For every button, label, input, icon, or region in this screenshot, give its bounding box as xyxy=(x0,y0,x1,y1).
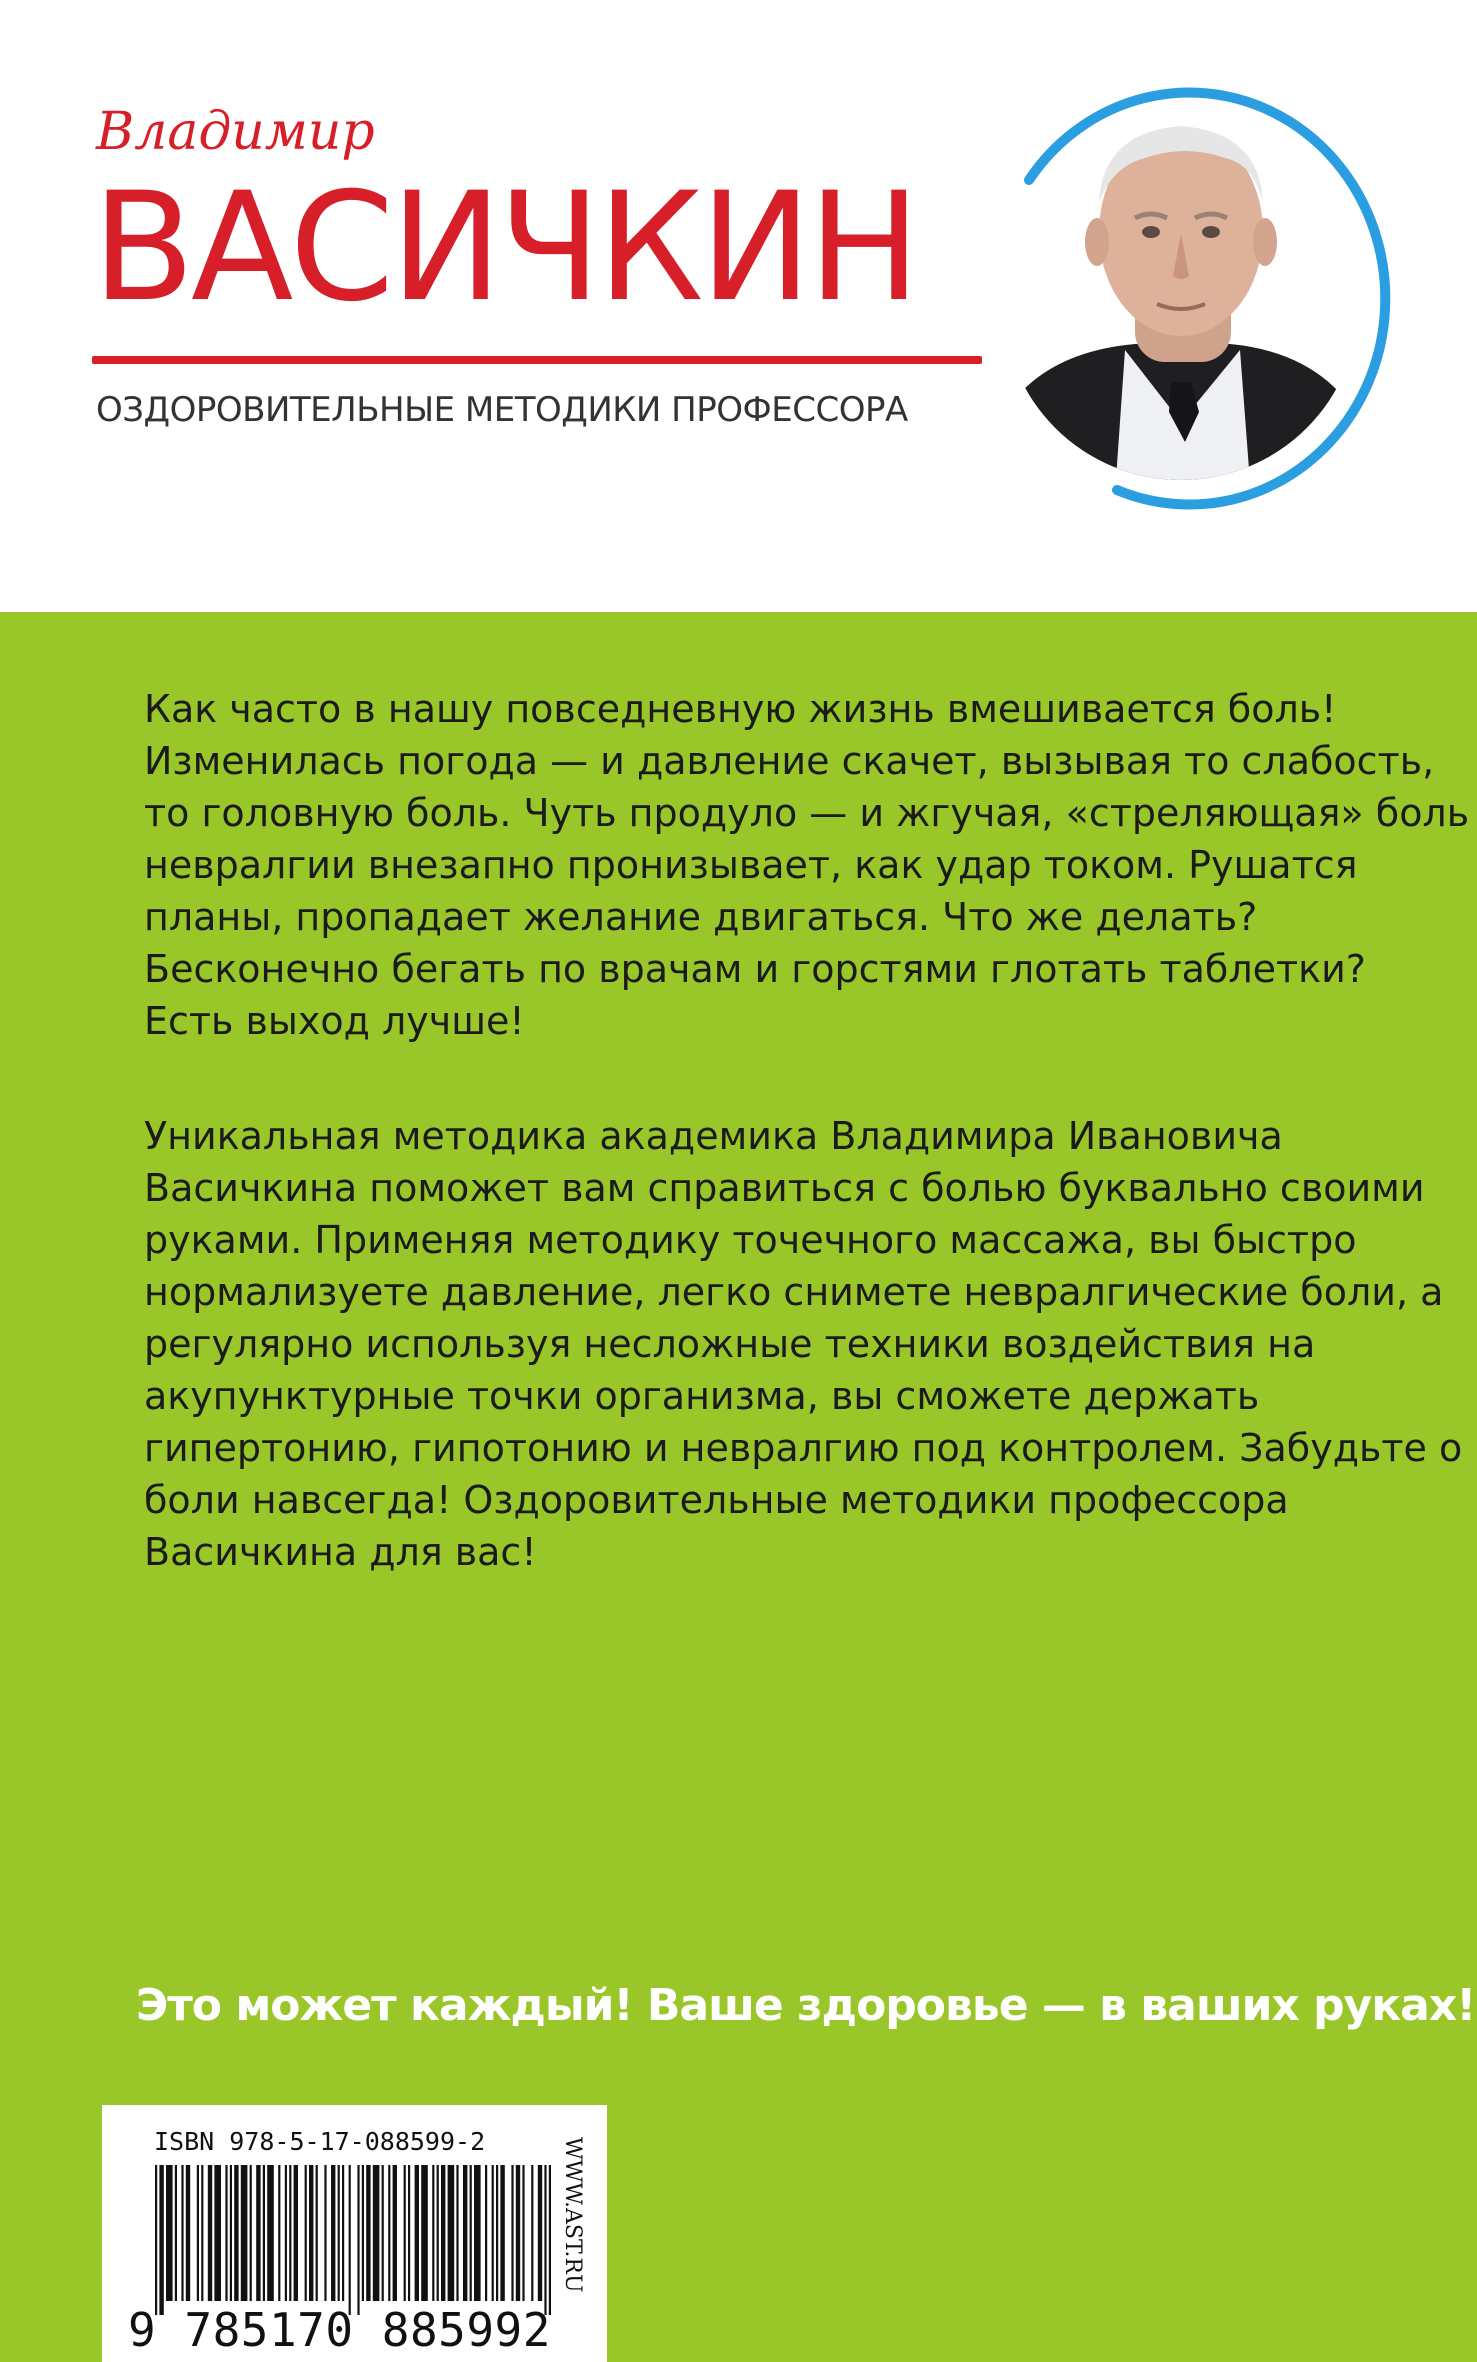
text-line: регулярно используя несложные техники воздействия на xyxy=(144,1322,1316,1366)
text-line: невралгии внезапно пронизывает, как удар током. Рушатся xyxy=(144,843,1358,887)
author-first-name: Владимир xyxy=(96,102,375,162)
text-line: Как часто в нашу повседневную жизнь вмешивается боль! xyxy=(144,687,1337,731)
text-line: Есть выход лучше! xyxy=(144,999,525,1043)
barcode-digits: 9 785170 885992 xyxy=(128,2303,551,2357)
slogan: Это может каждый! Ваше здоровье — в ваших руках! xyxy=(136,1980,1476,2031)
text-line: нормализуете давление, легко снимете невралгические боли, а xyxy=(144,1270,1444,1314)
author-last-name: ВАСИЧКИН xyxy=(92,161,917,335)
text-line: планы, пропадает желание двигаться. Что же делать? xyxy=(144,895,1258,939)
text-line: Бесконечно бегать по врачам и горстями глотать таблетки? xyxy=(144,947,1366,991)
description-paragraph-1 xyxy=(144,683,1470,1047)
publisher-url: WWW.AST.RU xyxy=(560,2137,585,2293)
series-title: ОЗДОРОВИТЕЛЬНЫЕ МЕТОДИКИ ПРОФЕССОРА xyxy=(96,390,908,430)
text-line: боли навсегда! Оздоровительные методики профессора xyxy=(144,1478,1289,1522)
text-line: Васичкина поможет вам справиться с болью буквально своими xyxy=(144,1166,1425,1210)
isbn-label: ISBN 978-5-17-088599-2 xyxy=(154,2127,486,2156)
text-line: то головную боль. Чуть продуло — и жгучая, «стреляющая» боль xyxy=(144,791,1470,835)
description-paragraph-2 xyxy=(144,1110,1463,1578)
barcode-block xyxy=(102,2105,607,2362)
text-line: Изменилась погода — и давление скачет, вызывая то слабость, xyxy=(144,739,1435,783)
author-portrait xyxy=(985,82,1405,522)
barcode-bars xyxy=(147,2165,557,2315)
text-line: Васичкина для вас! xyxy=(144,1530,537,1574)
text-line: гипертонию, гипотонию и невралгию под контролем. Забудьте о xyxy=(144,1426,1463,1470)
text-line: акупунктурные точки организма, вы сможете держать xyxy=(144,1374,1260,1418)
text-line: руками. Применяя методику точечного массажа, вы быстро xyxy=(144,1218,1357,1262)
header-panel xyxy=(0,0,1477,612)
text-line: Уникальная методика академика Владимира Ивановича xyxy=(144,1114,1283,1158)
title-underline xyxy=(92,356,982,364)
